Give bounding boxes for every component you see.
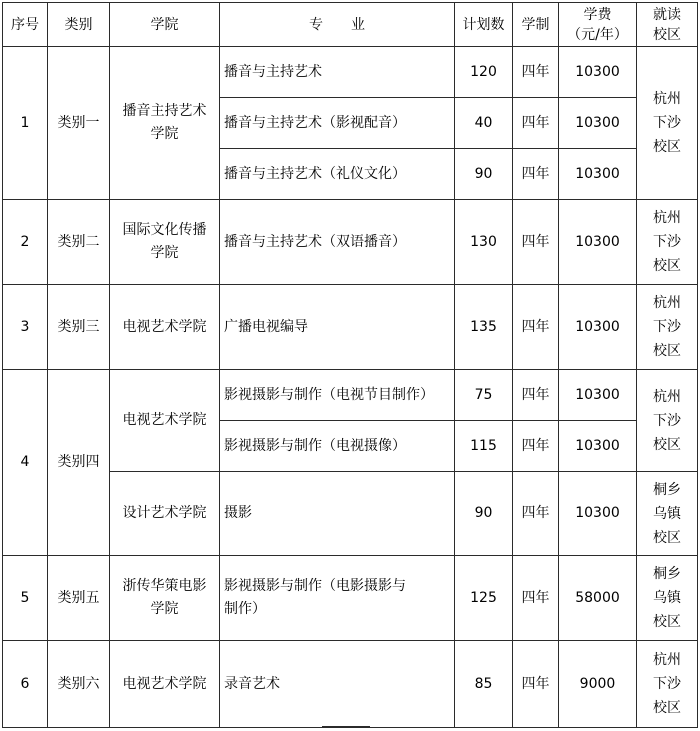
tuition-cell: 10300 [559,421,637,472]
college-cell: 播音主持艺术 学院 [110,47,220,200]
duration-cell: 四年 [513,149,559,200]
table-row [3,47,698,98]
duration-cell: 四年 [513,370,559,421]
major-cell: 播音与主持艺术 [220,47,455,98]
campus-cell: 桐乡 乌镇 校区 [637,472,698,556]
seq-cell: 4 [3,370,48,556]
major-cell: 影视摄影与制作（电视摄像） [220,421,455,472]
category-cell: 类别四 [48,370,110,556]
duration-cell: 四年 [513,98,559,149]
duration-cell: 四年 [513,641,559,728]
plan-cell: 75 [455,370,513,421]
seq-cell: 6 [3,641,48,728]
enrollment-plan-table [2,2,698,728]
major-cell: 广播电视编导 [220,285,455,370]
tuition-cell: 10300 [559,47,637,98]
tuition-cell: 10300 [559,285,637,370]
header-duration: 学制 [513,3,559,47]
tuition-cell: 10300 [559,370,637,421]
table-row [3,556,698,641]
college-cell: 国际文化传播 学院 [110,200,220,285]
plan-cell: 130 [455,200,513,285]
header-major: 专 业 [220,3,455,47]
table-row [3,200,698,285]
college-cell: 设计艺术学院 [110,472,220,556]
plan-cell: 135 [455,285,513,370]
major-cell: 影视摄影与制作（电视节目制作） [220,370,455,421]
header-plan: 计划数 [455,3,513,47]
major-cell: 播音与主持艺术（影视配音） [220,98,455,149]
header-seq: 序号 [3,3,48,47]
header-tuition: 学费 （元/年） [559,3,637,47]
category-cell: 类别二 [48,200,110,285]
header-college: 学院 [110,3,220,47]
duration-cell: 四年 [513,47,559,98]
header-campus: 就读 校区 [637,3,698,47]
major-cell: 播音与主持艺术（双语播音） [220,200,455,285]
college-cell: 电视艺术学院 [110,370,220,472]
campus-cell: 杭州 下沙 校区 [637,370,698,472]
major-cell: 摄影 [220,472,455,556]
campus-cell: 杭州 下沙 校区 [637,641,698,728]
campus-cell: 杭州 下沙 校区 [637,200,698,285]
duration-cell: 四年 [513,472,559,556]
category-cell: 类别三 [48,285,110,370]
seq-cell: 1 [3,47,48,200]
duration-cell: 四年 [513,285,559,370]
tuition-cell: 10300 [559,472,637,556]
header-category: 类别 [48,3,110,47]
plan-cell: 125 [455,556,513,641]
tuition-cell: 10300 [559,98,637,149]
table-row [3,285,698,370]
college-cell: 电视艺术学院 [110,641,220,728]
campus-cell: 桐乡 乌镇 校区 [637,556,698,641]
campus-cell: 杭州 下沙 校区 [637,47,698,200]
duration-cell: 四年 [513,421,559,472]
seq-cell: 5 [3,556,48,641]
category-cell: 类别一 [48,47,110,200]
plan-cell: 90 [455,472,513,556]
seq-cell: 2 [3,200,48,285]
plan-cell: 85 [455,641,513,728]
major-cell: 播音与主持艺术（礼仪文化） [220,149,455,200]
plan-cell: 90 [455,149,513,200]
plan-cell: 120 [455,47,513,98]
table-row [3,370,698,421]
category-cell: 类别六 [48,641,110,728]
tuition-cell: 9000 [559,641,637,728]
seq-cell: 3 [3,285,48,370]
major-cell: 影视摄影与制作（电影摄影与 制作） [220,556,455,641]
plan-cell: 115 [455,421,513,472]
tuition-cell: 10300 [559,149,637,200]
campus-cell: 杭州 下沙 校区 [637,285,698,370]
duration-cell: 四年 [513,200,559,285]
major-cell: 录音艺术 [220,641,455,728]
table-row [3,641,698,728]
plan-cell: 40 [455,98,513,149]
college-cell: 浙传华策电影 学院 [110,556,220,641]
tuition-cell: 10300 [559,200,637,285]
tuition-cell: 58000 [559,556,637,641]
duration-cell: 四年 [513,556,559,641]
header-row [3,3,698,47]
college-cell: 电视艺术学院 [110,285,220,370]
category-cell: 类别五 [48,556,110,641]
